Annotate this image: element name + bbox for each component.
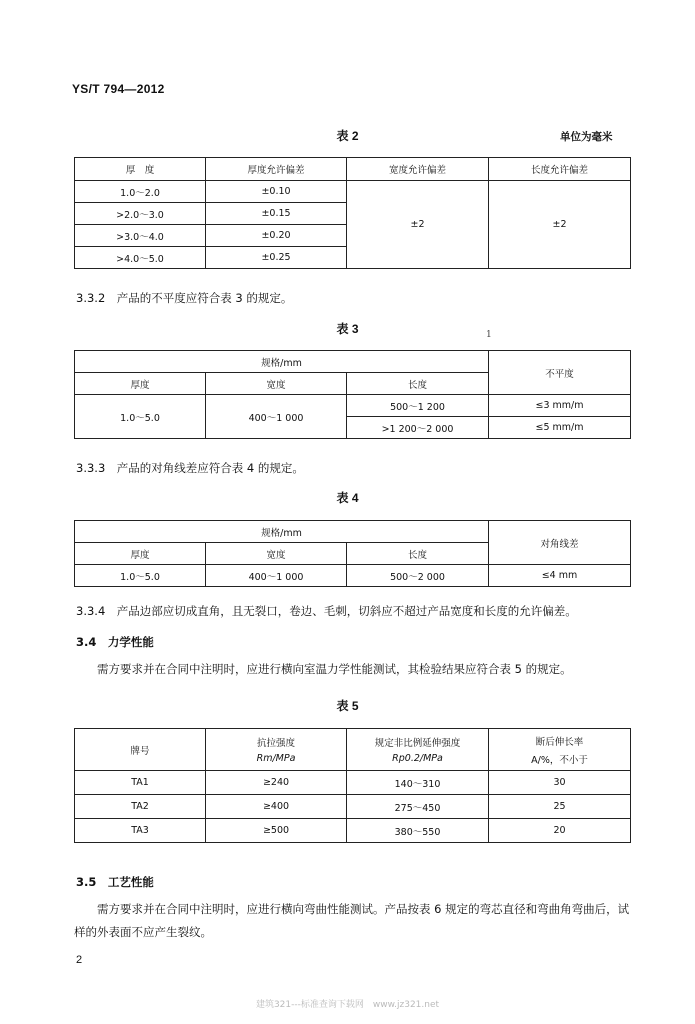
table2-cell: ±0.25 (206, 247, 347, 269)
table4-cell: 400～1 000 (206, 565, 347, 587)
table5-cell: TA1 (75, 771, 206, 795)
table4-spec-header: 规格/mm (75, 521, 489, 543)
table3-caption: 表 3 (336, 322, 359, 336)
table2-caption: 表 2 (336, 129, 359, 143)
table5-header-tensile-unit: Rm/MPa (256, 753, 296, 764)
table2-cell: ±0.20 (206, 225, 347, 247)
table2-cell: >4.0～5.0 (75, 247, 206, 269)
table3-cell: 500～1 200 (347, 395, 489, 417)
table5-header-tensile (206, 729, 347, 771)
table5-header-elongation-unit: A/%，不小于 (531, 754, 588, 766)
table2-cell: ±0.10 (206, 181, 347, 203)
table2 (74, 157, 631, 269)
table4-cell: ≤4 mm (489, 565, 631, 587)
table3-spec-header: 规格/mm (75, 351, 489, 373)
clause-3-3-3: 3.3.3 产品的对角线差应符合表 4 的规定。 (76, 461, 304, 475)
table5-header-elongation (489, 729, 631, 771)
table2-cell: >2.0～3.0 (75, 203, 206, 225)
table5-cell: 140～310 (347, 771, 489, 795)
table4-caption: 表 4 (336, 491, 359, 505)
table3-cell: ≤3 mm/m (489, 395, 631, 417)
watermark-footer: 建筑321---标准查询下载网 www.jz321.net (255, 1000, 440, 1010)
table2-header-thickness: 厚 度 (75, 158, 206, 181)
table3-cell: ≤5 mm/m (489, 417, 631, 439)
table3-subheader: 宽度 (206, 373, 347, 395)
table3 (74, 350, 631, 439)
table5-header-tensile-title: 抗拉强度 (256, 738, 295, 749)
table4-cell: 1.0～5.0 (75, 565, 206, 587)
table5-header-yield-title: 规定非比例延伸强度 (374, 738, 461, 749)
table4-cell: 500～2 000 (347, 565, 489, 587)
stray-mark: 1 (486, 330, 492, 340)
page-number: 2 (76, 954, 83, 966)
table2-header-length-tol: 长度允许偏差 (489, 158, 631, 181)
table3-subheader: 长度 (347, 373, 489, 395)
table5-header-grade-label: 牌号 (130, 745, 150, 757)
table5-cell: 380～550 (347, 819, 489, 843)
table5-cell: ≥400 (206, 795, 347, 819)
table5-header-elongation-title: 断后伸长率 (535, 736, 584, 748)
table5-cell: 25 (489, 795, 631, 819)
table2-unit: 单位为毫米 (560, 131, 613, 143)
table5 (74, 728, 631, 843)
table4-diagonal-header: 对角线差 (489, 521, 631, 565)
table2-header-thickness-tol: 厚度允许偏差 (206, 158, 347, 181)
table5-cell: TA3 (75, 819, 206, 843)
table5-caption: 表 5 (336, 699, 359, 713)
doc-number: YS/T 794—2012 (72, 82, 165, 96)
table2-header-width-tol: 宽度允许偏差 (347, 158, 489, 181)
table4-subheader: 厚度 (75, 543, 206, 565)
table3-subheader: 厚度 (75, 373, 206, 395)
table3-thickness: 1.0～5.0 (75, 395, 206, 439)
table4 (74, 520, 631, 587)
table5-header-grade (75, 729, 206, 771)
table5-cell: TA2 (75, 795, 206, 819)
section-3-4-text: 需方要求并在合同中注明时，应进行横向室温力学性能测试，其检验结果应符合表 5 的规定。 (97, 662, 572, 676)
clause-3-3-4: 3.3.4 产品边部应切成直角，且无裂口，卷边、毛刺，切斜应不超过产品宽度和长度的允许偏差。 (76, 604, 577, 618)
table2-cell: 1.0～2.0 (75, 181, 206, 203)
table3-flatness-header: 不平度 (489, 351, 631, 395)
table3-cell: >1 200～2 000 (347, 417, 489, 439)
table5-cell: 275～450 (347, 795, 489, 819)
clause-3-3-2: 3.3.2 产品的不平度应符合表 3 的规定。 (76, 291, 293, 305)
table5-cell: 30 (489, 771, 631, 795)
table2-length-tol: ±2 (489, 181, 631, 269)
section-3-5-text: 需方要求并在合同中注明时，应进行横向弯曲性能测试。产品按表 6 规定的弯芯直径和弯曲角弯曲后，试样的外表面不应产生裂纹。 (74, 902, 630, 939)
table4-subheader: 长度 (347, 543, 489, 565)
table5-cell: 20 (489, 819, 631, 843)
table3-width: 400～1 000 (206, 395, 347, 439)
table4-subheader: 宽度 (206, 543, 347, 565)
table5-cell: ≥240 (206, 771, 347, 795)
table5-cell: ≥500 (206, 819, 347, 843)
table2-cell: >3.0～4.0 (75, 225, 206, 247)
table2-cell: ±0.15 (206, 203, 347, 225)
section-3-5-title: 3.5 工艺性能 (76, 875, 154, 889)
table2-width-tol: ±2 (347, 181, 489, 269)
table5-header-yield-unit: Rp0.2/MPa (392, 753, 443, 764)
section-3-4-title: 3.4 力学性能 (76, 635, 154, 649)
table5-header-yield (347, 729, 489, 771)
